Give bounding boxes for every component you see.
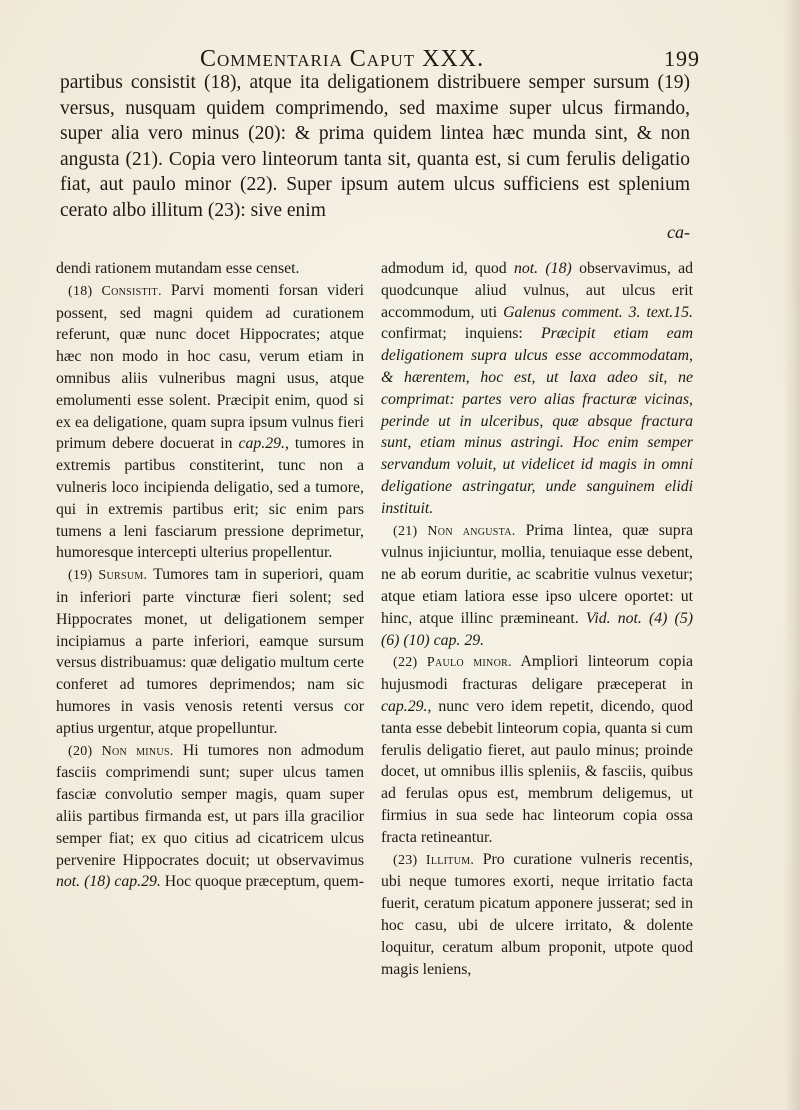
note-20-text: Hi tumores non admodum fasciis comprimendi sunt; super ulcus tamen fasciæ convolutio semper magis, quam super aliis partibus firmanda est, ut pars illa gracilior semper fiat; ex quo citius ad cicatricem ulcus pervenire Hippocrates docuit; ut observavimus bbox=[56, 741, 364, 869]
page-number: 199 bbox=[664, 46, 700, 71]
note-18-heading: (18) Consistit. bbox=[68, 283, 162, 299]
note-18-text: Parvi momenti forsan videri possent, sed magni quidem ad curationem referunt, quæ nunc docet Hippocrates; atque hæc non modo in hoc casu, verum etiam in omnibus aliis vulneribus magni usus, atque emolumenti esse solent. Præcipit enim, quod si ex ea deligatione, quam supra ipsum vulnus fieri primum debere docuerat in bbox=[56, 281, 364, 453]
right-col-text-b: observavimus, ad quodcunque aliud vulnus, aut ulcus erit accommodum, uti bbox=[381, 260, 693, 321]
note-22-reference: cap.29. bbox=[381, 697, 428, 715]
note-21-text: Prima lintea, quæ supra vulnus injiciuntur, mollia, tenuiaque esse debent, ne ab eorum duritie, ac scabritie vulnus vexetur; atque etiam latiora esse ipso ulcere oportet: ut hinc, atque illinc præmineant. bbox=[381, 521, 693, 627]
right-col-continuation bbox=[381, 258, 693, 520]
right-col-text-c: confirmat; inquiens: bbox=[381, 325, 541, 343]
note-22-heading: (22) Paulo minor. bbox=[393, 655, 512, 671]
note-21 bbox=[381, 520, 693, 652]
right-commentary-column bbox=[381, 258, 693, 980]
note-20-reference: not. (18) cap.29. bbox=[56, 873, 161, 891]
right-col-text-a: admodum id, quod bbox=[381, 260, 514, 277]
note-19 bbox=[56, 564, 364, 739]
note-23-text: Pro curatione vulneris recentis, ubi neque tumores exorti, neque irritatio facta fuerit, ceratum picatum apponere jusserat; sed in hoc casu, ubi de ulcere irritato, & dolente loquitur, ceratum album proponit, utpote quod magis leniens, bbox=[381, 850, 693, 978]
page-gutter-shadow bbox=[784, 0, 800, 1110]
running-title: Commentaria Caput XXX. bbox=[200, 46, 485, 72]
note-22 bbox=[381, 651, 693, 848]
galen-quotation: Præcipit etiam eam deligationem supra ulcus esse accommodatam, & hærentem, hoc est, ut laxa adeo sit, ne comprimat: partes vero alias fracturæ vicinas, perinde ut in ulceribus, quæ absque fractura sunt, etiam minus astringi. Hoc enim semper servandum voluit, ut videlicet id magis in omni deligatione astringatur, unde sanguinem elidi instituit. bbox=[381, 325, 693, 517]
note-19-text: Tumores tam in superiori, quam in inferiori parte vincturæ fieri solent; sed Hippocrates monet, ut deligationem semper incipiamus a parte inferiori, eamque sursum versus distribuamus: quæ deligatio multum certe conferet ad tumores deprimendos; nam sic humores in vasis venosis retenti versus cor aptius urgentur, atque propelluntur. bbox=[56, 566, 364, 737]
note-22-text-end: , nunc vero idem repetit, dicendo, quod tanta esse debebit linteorum copia, quanta si cum ferulis deligatio fieret, aut paulo minus; proinde docet, ut omnibus illis spleniis, & fasciis, quibus ad ferulas opus est, membrum deligemus, ut firmius in sua sede hac linteorum copia ossa fracta retineantur. bbox=[381, 697, 693, 846]
note-21-reference: Vid. not. (4) (5) (6) (10) cap. 29. bbox=[381, 609, 693, 649]
note-20-heading: (20) Non minus. bbox=[68, 743, 174, 759]
main-paragraph: partibus consistit (18), atque ita deligationem distribuere semper sursum (19) versus, nusquam quidem comprimendo, sed maxime super ulcus firmando, super alia vero minus (20): & prima quidem lintea hæc munda sint, & non angusta (21). Copia vero linteorum tanta sit, quanta est, si cum ferulis deligatio fiat, aut paulo minor (22). Super ipsum autem ulcus sufficiens est splenium cerato albo illitum (23): sive enim bbox=[60, 72, 690, 221]
right-col-reference-a: not. (18) bbox=[513, 260, 572, 277]
note-23-heading: (23) Illitum. bbox=[393, 852, 475, 868]
left-commentary-column bbox=[56, 258, 364, 893]
main-text-block bbox=[60, 70, 690, 223]
note-20-text-end: Hoc quoque præceptum, quem- bbox=[160, 873, 364, 891]
note-18-reference: cap.29. bbox=[238, 435, 286, 453]
note-18 bbox=[56, 280, 364, 564]
note-19-heading: (19) Sursum. bbox=[68, 568, 148, 584]
note-18-text-end: , tumores in extremis partibus constiterint, tunc non a vulneris loco incipienda deligatio, sed a tumore, qui in extremis partibus erit; sic enim pars tumens a leni fasciarum pressione deprimetur, humoresque intercepti ulterius propellentur. bbox=[56, 435, 365, 562]
note-23 bbox=[381, 849, 693, 981]
note-21-heading: (21) Non angusta. bbox=[393, 523, 516, 539]
note-22-text: Ampliori linteorum copia hujusmodi fracturas deligare præceperat in bbox=[381, 653, 693, 694]
left-col-continuation: dendi rationem mutandam esse censet. bbox=[56, 260, 300, 277]
right-col-reference-galen: Galenus comment. 3. text.15. bbox=[503, 303, 693, 321]
catchword: ca- bbox=[667, 222, 690, 242]
note-20 bbox=[56, 740, 364, 894]
